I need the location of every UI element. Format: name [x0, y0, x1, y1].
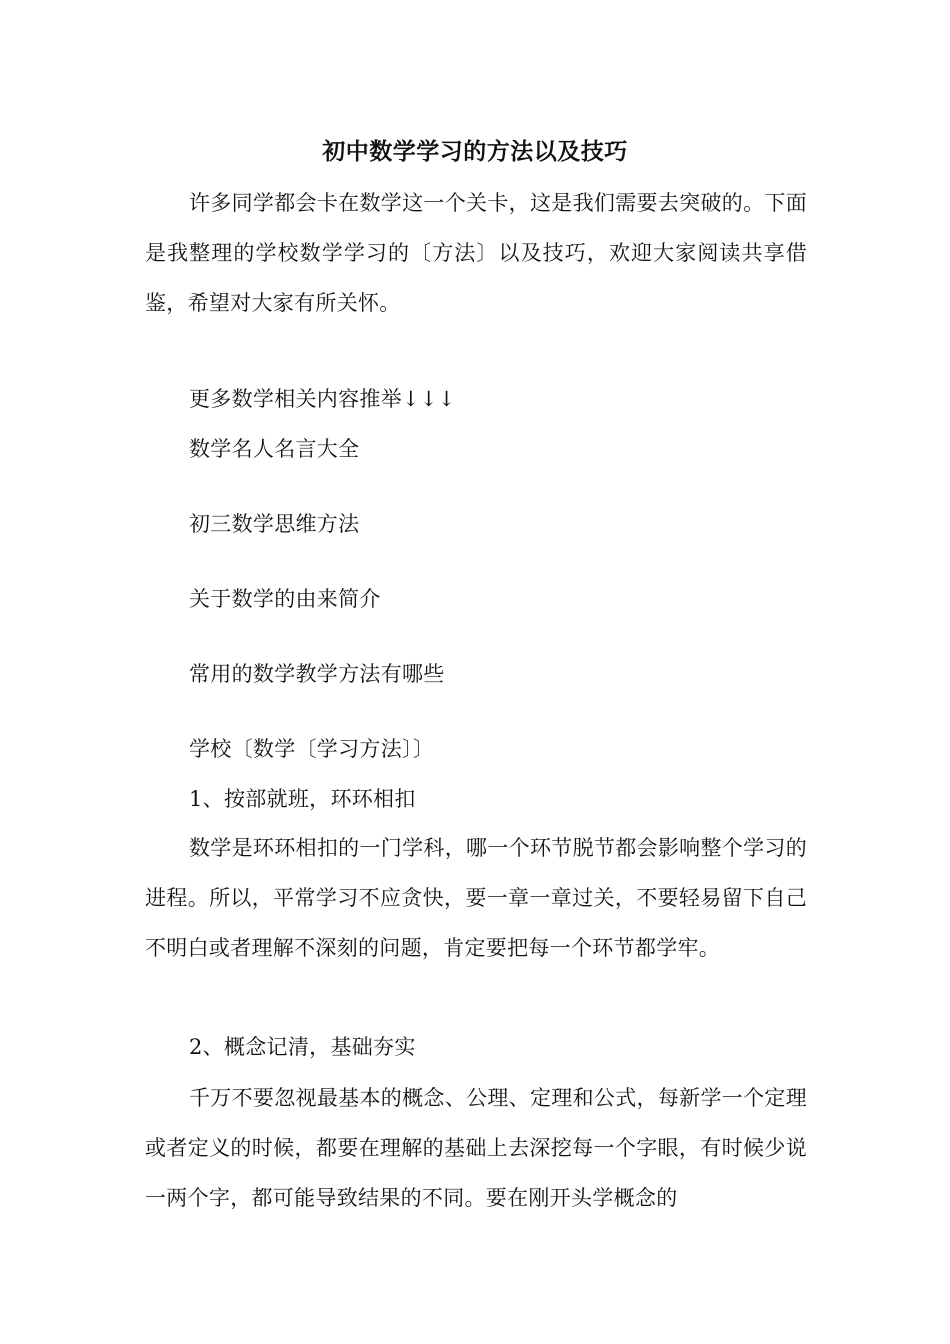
- document-title: 初中数学学习的方法以及技巧: [322, 138, 628, 165]
- more-recommend-label: 更多数学相关内容推举↓↓↓: [189, 387, 456, 411]
- point-2-heading: 2、概念记清，基础夯实: [189, 1035, 416, 1059]
- section-heading: 学校〔数学〔学习方法〕〕: [189, 737, 435, 761]
- point-1-body: 数学是环环相扣的一门学科，哪一个环节脱节都会影响整个学习的进程。所以，平常学习不应贪快，要一章一章过关，不要轻易留下自己不明白或者理解不深刻的问题，肯定要把每一个环节都学牢。: [145, 836, 807, 960]
- related-link-2[interactable]: 初三数学思维方法: [189, 512, 360, 536]
- point-1-heading: 1、按部就班，环环相扣: [189, 787, 416, 811]
- related-link-3[interactable]: 关于数学的由来简介: [189, 587, 381, 611]
- point-2-body: 千万不要忽视最基本的概念、公理、定理和公式，每新学一个定理或者定义的时候，都要在理解的基础上去深挖每一个字眼，有时候少说一两个字，都可能导致结果的不同。要在刚开头学概念的: [145, 1086, 807, 1210]
- related-link-1[interactable]: 数学名人名言大全: [189, 437, 360, 461]
- related-link-4[interactable]: 常用的数学教学方法有哪些: [189, 662, 445, 686]
- intro-paragraph: 许多同学都会卡在数学这一个关卡，这是我们需要去突破的。下面是我整理的学校数学学习的〔方法〕以及技巧，欢迎大家阅读共享借鉴，希望对大家有所关怀。: [145, 191, 807, 315]
